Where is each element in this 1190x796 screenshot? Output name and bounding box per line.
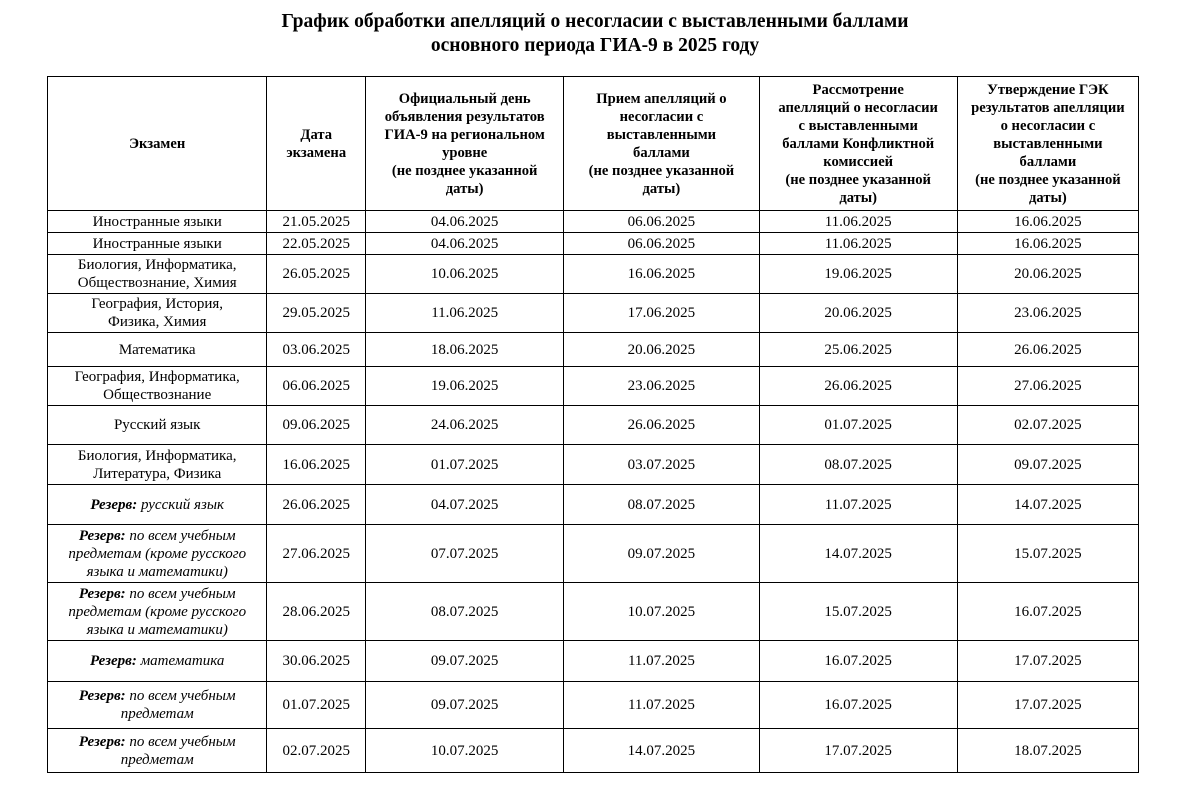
review-cell: 16.07.2025 [759,641,957,682]
table-row [48,294,1139,333]
title-line: основного периода ГИА-9 в 2025 году [430,35,760,56]
official-day-cell: 04.06.2025 [366,233,564,255]
header-review: Рассмотрение апелляций о несогласии с выставленными баллами Конфликтной комиссией (не позднее указанной даты) [759,77,957,211]
title-line: График обработки апелляций о несогласии с выставленными баллами [281,11,909,32]
table-row [48,485,1139,525]
review-cell: 01.07.2025 [759,406,957,445]
document-title [0,10,1190,58]
exam-cell: Резерв: по всем учебным предметам (кроме русского языка и математики) [48,525,267,583]
exam-date-cell: 01.07.2025 [267,682,366,729]
official-day-cell: 09.07.2025 [366,641,564,682]
exam-cell: Иностранные языки [48,233,267,255]
exam-cell: Резерв: по всем учебным предметам [48,682,267,729]
official-day-cell: 10.06.2025 [366,255,564,294]
reserve-label: Резерв: [90,653,137,669]
official-day-cell: 04.06.2025 [366,211,564,233]
official-day-cell: 18.06.2025 [366,333,564,367]
table-row [48,729,1139,773]
review-cell: 11.07.2025 [759,485,957,525]
official-day-cell: 24.06.2025 [366,406,564,445]
table-row [48,406,1139,445]
approval-cell: 09.07.2025 [957,445,1138,485]
reception-cell: 09.07.2025 [564,525,759,583]
review-cell: 11.06.2025 [759,211,957,233]
official-day-cell: 19.06.2025 [366,367,564,406]
exam-date-cell: 21.05.2025 [267,211,366,233]
approval-cell: 16.06.2025 [957,211,1138,233]
exam-date-cell: 06.06.2025 [267,367,366,406]
official-day-cell: 10.07.2025 [366,729,564,773]
exam-cell: Иностранные языки [48,211,267,233]
exam-date-cell: 03.06.2025 [267,333,366,367]
exam-date-cell: 27.06.2025 [267,525,366,583]
exam-cell: Русский язык [48,406,267,445]
exam-date-cell: 26.05.2025 [267,255,366,294]
header-row [48,77,1139,211]
reserve-label: Резерв: [78,733,126,750]
approval-cell: 16.06.2025 [957,233,1138,255]
review-cell: 25.06.2025 [759,333,957,367]
reception-cell: 20.06.2025 [564,333,759,367]
review-cell: 14.07.2025 [759,525,957,583]
exam-date-cell: 26.06.2025 [267,485,366,525]
header-official-day: Официальный день объявления результатов ГИА-9 на региональном уровне (не позднее указанной даты) [366,77,564,211]
table-row [48,211,1139,233]
approval-cell: 17.07.2025 [957,641,1138,682]
header-approval: Утверждение ГЭК результатов апелляции о несогласии с выставленными баллами (не позднее указанной даты) [957,77,1138,211]
exam-cell: География, Информатика, Обществознание [48,367,267,406]
table-row [48,333,1139,367]
approval-cell: 14.07.2025 [957,485,1138,525]
reception-cell: 11.07.2025 [564,682,759,729]
reception-cell: 16.06.2025 [564,255,759,294]
approval-cell: 17.07.2025 [957,682,1138,729]
reception-cell: 23.06.2025 [564,367,759,406]
exam-cell: Биология, Информатика, Обществознание, Химия [48,255,267,294]
review-cell: 16.07.2025 [759,682,957,729]
table-row [48,445,1139,485]
review-cell: 08.07.2025 [759,445,957,485]
official-day-cell: 04.07.2025 [366,485,564,525]
approval-cell: 16.07.2025 [957,583,1138,641]
header-reception: Прием апелляций о несогласии с выставленными баллами (не позднее указанной даты) [564,77,759,211]
approval-cell: 23.06.2025 [957,294,1138,333]
approval-cell: 15.07.2025 [957,525,1138,583]
exam-date-cell: 29.05.2025 [267,294,366,333]
review-cell: 17.07.2025 [759,729,957,773]
header-exam-date: Дата экзамена [267,77,366,211]
exam-date-cell: 02.07.2025 [267,729,366,773]
review-cell: 20.06.2025 [759,294,957,333]
review-cell: 19.06.2025 [759,255,957,294]
official-day-cell: 07.07.2025 [366,525,564,583]
reception-cell: 11.07.2025 [564,641,759,682]
exam-date-cell: 09.06.2025 [267,406,366,445]
reception-cell: 03.07.2025 [564,445,759,485]
exam-cell: География, История, Физика, Химия [48,294,267,333]
approval-cell: 26.06.2025 [957,333,1138,367]
table-row [48,525,1139,583]
exam-cell: Резерв: по всем учебным предметам [48,729,267,773]
review-cell: 26.06.2025 [759,367,957,406]
reception-cell: 06.06.2025 [564,211,759,233]
reception-cell: 17.06.2025 [564,294,759,333]
reception-cell: 14.07.2025 [564,729,759,773]
official-day-cell: 08.07.2025 [366,583,564,641]
exam-cell: Резерв: математика [48,641,267,682]
reception-cell: 08.07.2025 [564,485,759,525]
approval-cell: 18.07.2025 [957,729,1138,773]
exam-date-cell: 30.06.2025 [267,641,366,682]
exam-cell: Биология, Информатика, Литература, Физика [48,445,267,485]
table-row [48,682,1139,729]
official-day-cell: 11.06.2025 [366,294,564,333]
exam-date-cell: 22.05.2025 [267,233,366,255]
review-cell: 11.06.2025 [759,233,957,255]
exam-cell: Математика [48,333,267,367]
reserve-label: Резерв: [78,688,126,704]
review-cell: 15.07.2025 [759,583,957,641]
exam-date-cell: 28.06.2025 [267,583,366,641]
approval-cell: 27.06.2025 [957,367,1138,406]
exam-cell: Резерв: русский язык [48,485,267,525]
approval-cell: 02.07.2025 [957,406,1138,445]
exam-date-cell: 16.06.2025 [267,445,366,485]
table-row [48,233,1139,255]
approval-cell: 20.06.2025 [957,255,1138,294]
reserve-label: Резерв: [78,527,126,544]
official-day-cell: 09.07.2025 [366,682,564,729]
reception-cell: 06.06.2025 [564,233,759,255]
exam-cell: Резерв: по всем учебным предметам (кроме русского языка и математики) [48,583,267,641]
reception-cell: 10.07.2025 [564,583,759,641]
appeals-schedule-table [47,76,1139,773]
table-row [48,583,1139,641]
reserve-label: Резерв: [90,496,138,513]
table-row [48,641,1139,682]
header-exam: Экзамен [48,77,267,211]
official-day-cell: 01.07.2025 [366,445,564,485]
reserve-label: Резерв: [78,585,126,602]
table-row [48,367,1139,406]
table-row [48,255,1139,294]
reception-cell: 26.06.2025 [564,406,759,445]
